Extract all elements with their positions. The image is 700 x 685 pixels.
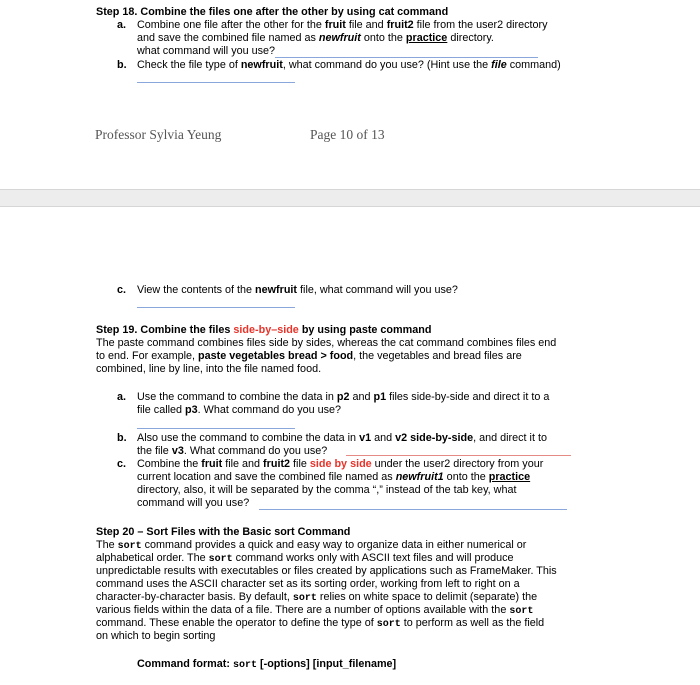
- footer-professor: Professor Sylvia Yeung: [95, 127, 222, 142]
- step20-line7: command. These enable the operator to define the type of sort to perform as well as the field: [96, 617, 545, 630]
- step20-line2: alphabetical order. The sort command works only with ASCII text files and will produce: [96, 552, 514, 565]
- step19-c-line2: current location and save the combined file named as newfruit1 onto the practice: [137, 471, 531, 483]
- page-break: [0, 189, 700, 207]
- step20-line4: command uses the ASCII character set as its sorting order, working from left to right on a: [96, 578, 520, 590]
- answer-blank-19a[interactable]: [137, 428, 295, 429]
- step19-a-line1: Use the command to combine the data in p2 and p1 files side-by-side and direct it to a: [137, 391, 550, 403]
- answer-blank-18c[interactable]: [137, 307, 295, 308]
- footer-page-number: Page 10 of 13: [310, 127, 385, 142]
- answer-blank-18a[interactable]: [275, 57, 538, 58]
- step18-a-line2: and save the combined file named as newfruit onto the practice directory.: [137, 32, 494, 44]
- step18-b-label: b.: [117, 59, 127, 71]
- step20-line1: The sort command provides a quick and easy way to organize data in either numerical or: [96, 539, 527, 552]
- step20-line8: on which to begin sorting: [96, 630, 216, 642]
- step19-c-label: c.: [117, 458, 127, 470]
- step19-c-line4: command will you use?: [137, 497, 250, 509]
- step19-para-line3: combined, line by line, into the file named food.: [96, 363, 322, 375]
- step20-title: Step 20 – Sort Files with the Basic sort Command: [96, 526, 351, 538]
- step18-title: Step 18. Combine the files one after the other by using cat command: [96, 6, 449, 18]
- step19-b-line2: the file v3. What command do you use?: [137, 445, 328, 457]
- step18-c-line1: View the contents of the newfruit file, what command will you use?: [137, 284, 458, 296]
- step18-a-line1: Combine one file after the other for the fruit file and fruit2 file from the user2 directory: [137, 19, 548, 31]
- step19-para-line1: The paste command combines files side by sides, whereas the cat command combines files end: [96, 337, 557, 349]
- step19-a-line2: file called p3. What command do you use?: [137, 404, 342, 416]
- step18-b-line1: Check the file type of newfruit, what command do you use? (Hint use the file command): [137, 59, 561, 71]
- step20-line5: character-by-character basis. By default, sort relies on white space to delimit (separate) the: [96, 591, 538, 604]
- step19-b-label: b.: [117, 432, 127, 444]
- step19-a-label: a.: [117, 391, 127, 403]
- step19-c-line3: directory, also, it will be separated by the comma “,” instead of the tab key, what: [137, 484, 517, 496]
- step18-c-label: c.: [117, 284, 127, 296]
- step20-line6: various fields within the data of a file. There are a number of options available with the sort: [96, 604, 534, 617]
- step19-c-line1: Combine the fruit file and fruit2 file side by side under the user2 directory from your: [137, 458, 544, 470]
- command-format: Command format: sort [-options] [input_filename]: [137, 658, 397, 671]
- step19-title: Step 19. Combine the files side-by–side by using paste command: [96, 324, 432, 336]
- step19-b-line1: Also use the command to combine the data in v1 and v2 side-by-side, and direct it to: [137, 432, 547, 444]
- step18-a-label: a.: [117, 19, 127, 31]
- answer-blank-18b[interactable]: [137, 82, 295, 83]
- step19-para-line2: to end. For example, paste vegetables bread > food, the vegetables and bread files are: [96, 350, 522, 362]
- answer-blank-19b[interactable]: [346, 455, 571, 456]
- step20-line3: unpredictable results with executables or files created by applications such as FrameMaker. This: [96, 565, 557, 577]
- step18-a-line3: what command will you use?: [137, 45, 276, 57]
- answer-blank-19c[interactable]: [259, 509, 567, 510]
